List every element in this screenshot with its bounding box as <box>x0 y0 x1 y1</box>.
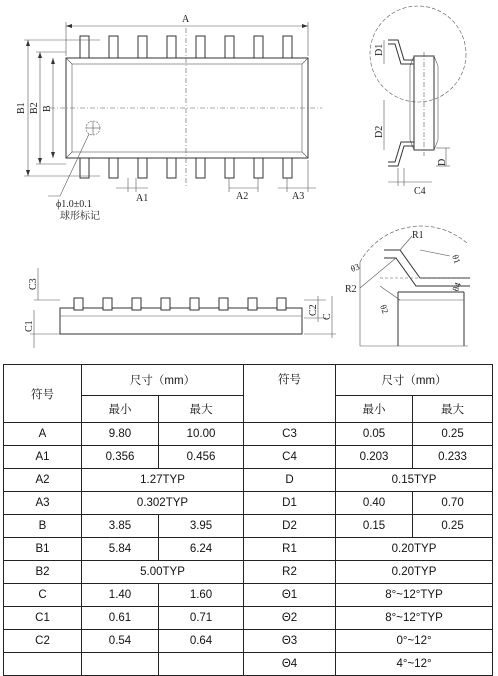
detail-t2-label: θ2 <box>378 303 391 315</box>
header-size-right: 尺寸（mm） <box>336 365 493 396</box>
symbol-cell: A3 <box>4 492 82 515</box>
lead-pin <box>283 36 292 58</box>
typ-cell: 0.20TYP <box>336 561 493 584</box>
pin1-mark-size: ϕ1.0±0.1 <box>56 199 92 210</box>
dimension-table <box>3 364 493 676</box>
max-cell: 0.70 <box>413 492 493 515</box>
dim-D1-label: D1 <box>374 43 385 56</box>
dim-B2-label: B2 <box>29 102 40 114</box>
detail-t1-label: θ1 <box>450 253 463 265</box>
lead-pin <box>283 158 292 178</box>
lead-pin <box>277 298 286 310</box>
table-row <box>4 607 493 630</box>
lead-pin <box>167 36 176 58</box>
symbol-cell: A2 <box>4 469 82 492</box>
dim-A1-label: A1 <box>136 193 149 204</box>
dim-C3-label: C3 <box>28 278 39 290</box>
min-cell: 5.84 <box>82 538 159 561</box>
symbol-cell: Θ4 <box>244 653 336 676</box>
lead-pin <box>74 298 83 310</box>
symbol-cell: R1 <box>244 538 336 561</box>
top-view <box>16 14 322 222</box>
typ-cell: 8°~12°TYP <box>336 607 493 630</box>
lead-pin <box>167 158 176 178</box>
dim-C2-label: C2 <box>308 304 319 316</box>
table-row <box>4 492 493 515</box>
header-min-left: 最小 <box>82 396 159 423</box>
detail-view <box>345 226 470 346</box>
min-cell <box>82 653 159 676</box>
dim-B-label: B <box>42 105 53 112</box>
table-row <box>4 538 493 561</box>
max-cell <box>159 653 244 676</box>
typ-cell: 4°~12° <box>336 653 493 676</box>
lead-pin <box>254 158 263 178</box>
max-cell: 0.25 <box>413 423 493 446</box>
lead-pin <box>196 158 205 178</box>
lead-pin <box>254 36 263 58</box>
min-cell: 3.85 <box>82 515 159 538</box>
max-cell: 1.60 <box>159 584 244 607</box>
header-max-right: 最大 <box>413 396 493 423</box>
front-body <box>60 308 302 334</box>
table-row <box>4 446 493 469</box>
table-row <box>4 630 493 653</box>
symbol-cell: A1 <box>4 446 82 469</box>
lead-pin <box>80 36 89 58</box>
lead-pin <box>132 298 141 310</box>
table-row <box>4 584 493 607</box>
lead-pin <box>225 158 234 178</box>
header-max-left: 最大 <box>159 396 244 423</box>
dim-C4-label: C4 <box>414 186 426 197</box>
dim-D2-label: D2 <box>374 125 385 138</box>
symbol-cell: Θ2 <box>244 607 336 630</box>
min-cell: 0.61 <box>82 607 159 630</box>
lead-pin <box>80 158 89 178</box>
max-cell: 10.00 <box>159 423 244 446</box>
max-cell: 0.456 <box>159 446 244 469</box>
symbol-cell: Θ3 <box>244 630 336 653</box>
symbol-cell: C2 <box>4 630 82 653</box>
min-cell: 9.80 <box>82 423 159 446</box>
front-view <box>24 268 336 348</box>
typ-cell: 5.00TYP <box>82 561 244 584</box>
dim-D-label: D <box>437 158 448 166</box>
lead-pin <box>248 298 257 310</box>
typ-cell: 0.302TYP <box>82 492 244 515</box>
lead-pin <box>219 298 228 310</box>
dim-A-label: A <box>182 14 190 25</box>
min-cell: 1.40 <box>82 584 159 607</box>
lead-pin <box>196 36 205 58</box>
dim-B1-label: B1 <box>16 102 27 114</box>
min-cell: 0.05 <box>336 423 413 446</box>
detail-t4-label: θ4 <box>450 280 463 293</box>
dim-A3-label: A3 <box>292 191 305 202</box>
symbol-cell: C3 <box>244 423 336 446</box>
symbol-cell <box>4 653 82 676</box>
lead-pin <box>138 158 147 178</box>
header-symbol-right: 符号 <box>244 365 336 423</box>
side-view <box>370 6 466 197</box>
min-cell: 0.54 <box>82 630 159 653</box>
typ-cell: 0.20TYP <box>336 538 493 561</box>
detail-R1-label: R1 <box>412 230 424 241</box>
symbol-cell: D1 <box>244 492 336 515</box>
lead-pin <box>109 36 118 58</box>
table-row <box>4 469 493 492</box>
lead-pin <box>190 298 199 310</box>
symbol-cell: R2 <box>244 561 336 584</box>
min-cell: 0.356 <box>82 446 159 469</box>
dim-C1-label: C1 <box>24 320 35 332</box>
lead-pin <box>109 158 118 178</box>
symbol-cell: A <box>4 423 82 446</box>
max-cell: 6.24 <box>159 538 244 561</box>
table-row <box>4 423 493 446</box>
symbol-cell: B1 <box>4 538 82 561</box>
lead-pin <box>138 36 147 58</box>
typ-cell: 0.15TYP <box>336 469 493 492</box>
max-cell: 0.71 <box>159 607 244 630</box>
min-cell: 0.15 <box>336 515 413 538</box>
lead-pin <box>161 298 170 310</box>
dim-C-label: C <box>322 313 333 320</box>
symbol-cell: D2 <box>244 515 336 538</box>
max-cell: 0.64 <box>159 630 244 653</box>
header-size-left: 尺寸（mm） <box>82 365 244 396</box>
min-cell: 0.40 <box>336 492 413 515</box>
min-cell: 0.203 <box>336 446 413 469</box>
symbol-cell: C4 <box>244 446 336 469</box>
max-cell: 0.25 <box>413 515 493 538</box>
typ-cell: 1.27TYP <box>82 469 244 492</box>
dim-A2-label: A2 <box>236 191 249 202</box>
detail-R2-label: R2 <box>345 284 357 295</box>
symbol-cell: Θ1 <box>244 584 336 607</box>
detail-t3-label: θ3 <box>349 261 361 274</box>
max-cell: 3.95 <box>159 515 244 538</box>
symbol-cell: D <box>244 469 336 492</box>
pin1-mark-label: 球形标记 <box>60 211 100 222</box>
symbol-cell: C <box>4 584 82 607</box>
symbol-cell: C1 <box>4 607 82 630</box>
max-cell: 0.233 <box>413 446 493 469</box>
symbol-cell: B <box>4 515 82 538</box>
symbol-cell: B2 <box>4 561 82 584</box>
header-symbol-left: 符号 <box>4 365 82 423</box>
typ-cell: 8°~12°TYP <box>336 584 493 607</box>
table-row <box>4 653 493 676</box>
table-row <box>4 561 493 584</box>
header-min-right: 最小 <box>336 396 413 423</box>
lead-pin <box>225 36 234 58</box>
table-row <box>4 515 493 538</box>
lead-pin <box>103 298 112 310</box>
typ-cell: 0°~12° <box>336 630 493 653</box>
